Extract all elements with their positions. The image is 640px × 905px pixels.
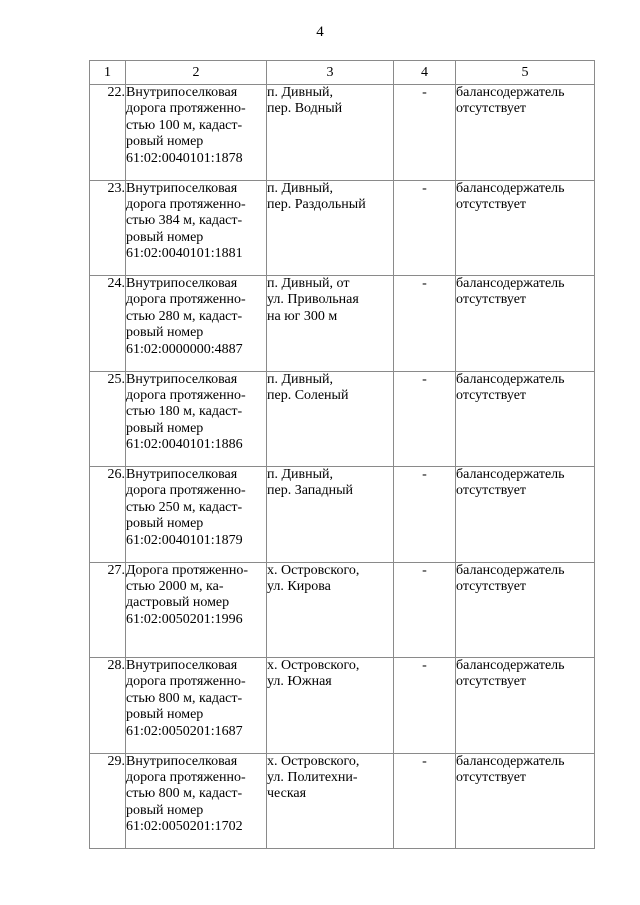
row-number: 25.: [90, 371, 126, 467]
owner-status: балансодержатель отсутствует: [456, 276, 595, 372]
page-number: 4: [316, 24, 324, 40]
owner-status: балансодержатель отсутствует: [456, 753, 595, 849]
road-registry-table: [89, 60, 595, 849]
object-description: Внутрипоселковая дорога протяженно- стью 384 м, кадаст- ровый номер 61:02:0040101:1881: [126, 180, 267, 276]
row-number: 23.: [90, 180, 126, 276]
object-address: п. Дивный, пер. Соленый: [267, 371, 394, 467]
table-row: [90, 180, 595, 276]
object-description: Внутрипоселковая дорога протяженно- стью 280 м, кадаст- ровый номер 61:02:0000000:4887: [126, 276, 267, 372]
col4-value: -: [394, 467, 456, 563]
row-number: 24.: [90, 276, 126, 372]
row-number: 22.: [90, 85, 126, 181]
header-row: [90, 61, 595, 85]
header-col-5: 5: [456, 61, 595, 85]
col4-value: -: [394, 658, 456, 754]
owner-status: балансодержатель отсутствует: [456, 562, 595, 658]
object-address: х. Островского, ул. Политехни- ческая: [267, 753, 394, 849]
row-number: 26.: [90, 467, 126, 563]
object-description: Внутрипоселковая дорога протяженно- стью 250 м, кадаст- ровый номер 61:02:0040101:1879: [126, 467, 267, 563]
header-col-3: 3: [267, 61, 394, 85]
row-number: 29.: [90, 753, 126, 849]
col4-value: -: [394, 753, 456, 849]
row-number: 27.: [90, 562, 126, 658]
table-body: [90, 85, 595, 849]
owner-status: балансодержатель отсутствует: [456, 371, 595, 467]
row-number: 28.: [90, 658, 126, 754]
table-row: [90, 276, 595, 372]
object-address: п. Дивный, пер. Раздольный: [267, 180, 394, 276]
table-row: [90, 467, 595, 563]
col4-value: -: [394, 85, 456, 181]
table-row: [90, 85, 595, 181]
table-row: [90, 658, 595, 754]
object-description: Внутрипоселковая дорога протяженно- стью 800 м, кадаст- ровый номер 61:02:0050201:1702: [126, 753, 267, 849]
table-header: [90, 61, 595, 85]
col4-value: -: [394, 371, 456, 467]
header-col-4: 4: [394, 61, 456, 85]
col4-value: -: [394, 276, 456, 372]
table-row: [90, 371, 595, 467]
owner-status: балансодержатель отсутствует: [456, 658, 595, 754]
object-description: Внутрипоселковая дорога протяженно- стью 100 м, кадаст- ровый номер 61:02:0040101:1878: [126, 85, 267, 181]
object-address: п. Дивный, от ул. Привольная на юг 300 м: [267, 276, 394, 372]
object-description: Внутрипоселковая дорога протяженно- стью 180 м, кадаст- ровый номер 61:02:0040101:1886: [126, 371, 267, 467]
object-description: Дорога протяженно- стью 2000 м, ка- дастровый номер 61:02:0050201:1996: [126, 562, 267, 658]
col4-value: -: [394, 562, 456, 658]
object-address: х. Островского, ул. Кирова: [267, 562, 394, 658]
table-row: [90, 562, 595, 658]
object-address: х. Островского, ул. Южная: [267, 658, 394, 754]
owner-status: балансодержатель отсутствует: [456, 180, 595, 276]
table-row: [90, 753, 595, 849]
col4-value: -: [394, 180, 456, 276]
object-address: п. Дивный, пер. Западный: [267, 467, 394, 563]
owner-status: балансодержатель отсутствует: [456, 85, 595, 181]
header-col-1: 1: [90, 61, 126, 85]
object-description: Внутрипоселковая дорога протяженно- стью 800 м, кадаст- ровый номер 61:02:0050201:1687: [126, 658, 267, 754]
object-address: п. Дивный, пер. Водный: [267, 85, 394, 181]
owner-status: балансодержатель отсутствует: [456, 467, 595, 563]
header-col-2: 2: [126, 61, 267, 85]
